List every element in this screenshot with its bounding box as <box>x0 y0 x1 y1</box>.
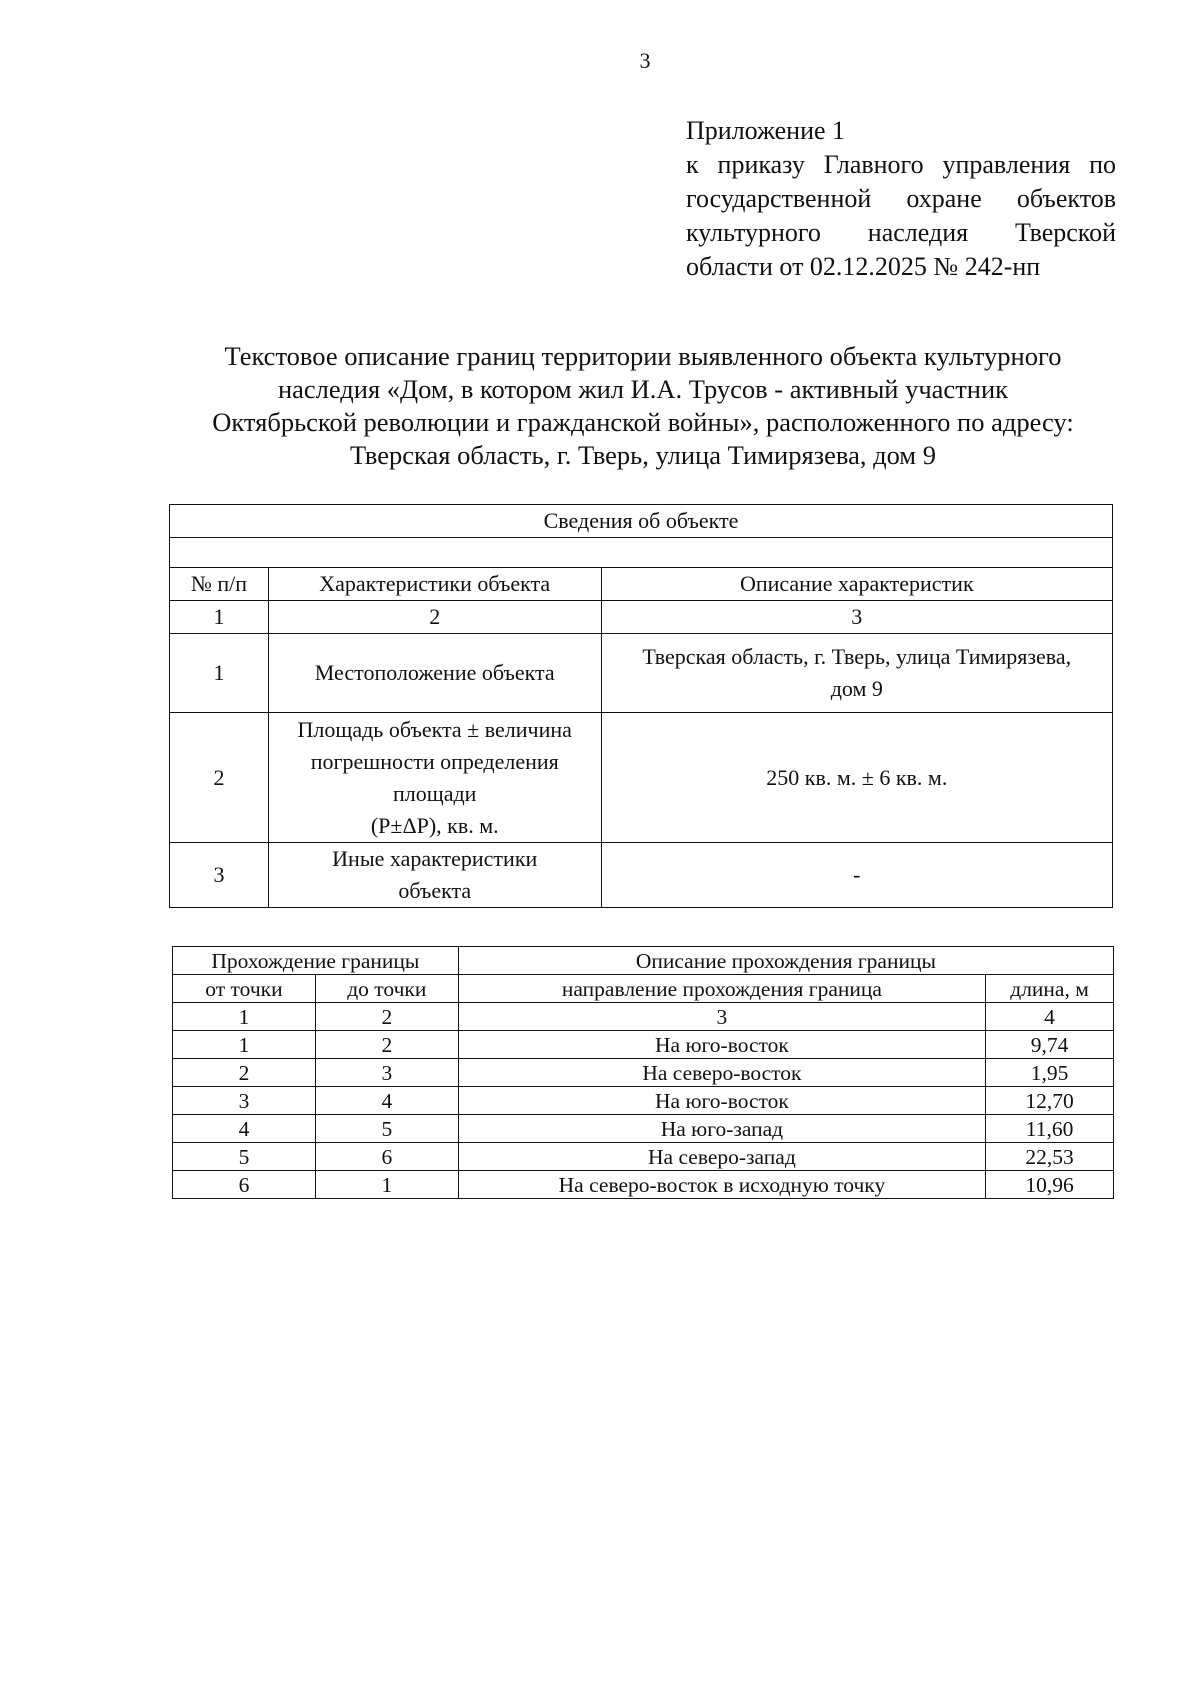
boundary-table <box>172 946 1114 1199</box>
direction: На юго-восток <box>458 1031 985 1059</box>
from-point: 4 <box>173 1115 316 1143</box>
index-cell: 3 <box>458 1003 985 1031</box>
table-caption-row <box>170 505 1113 538</box>
sub-header-cell: до точки <box>315 975 458 1003</box>
from-point: 2 <box>173 1059 316 1087</box>
length: 10,96 <box>986 1171 1114 1199</box>
cell-line: Иные характеристики <box>332 846 538 871</box>
direction: На северо-запад <box>458 1143 985 1171</box>
to-point: 3 <box>315 1059 458 1087</box>
characteristic-name <box>268 843 601 908</box>
header-cell: Описание характеристик <box>601 568 1112 601</box>
table-row <box>170 843 1113 908</box>
characteristic-name <box>268 713 601 843</box>
cell-line: объекта <box>398 878 472 903</box>
title-line: Текстовое описание границ территории выявленного объекта культурного <box>224 341 1062 371</box>
sub-header-row <box>173 975 1114 1003</box>
direction: На юго-запад <box>458 1115 985 1143</box>
cell-line: площади <box>393 780 477 806</box>
index-cell: 1 <box>173 1003 316 1031</box>
appendix-line: к приказу Главного управления по <box>686 150 1116 179</box>
table-row <box>170 634 1113 713</box>
characteristic-description <box>601 713 1112 843</box>
sub-header-cell: от точки <box>173 975 316 1003</box>
table-index-row <box>170 601 1113 634</box>
table-row <box>173 1143 1114 1171</box>
from-point: 5 <box>173 1143 316 1171</box>
appendix-line: культурного наследия Тверской <box>686 218 1116 247</box>
cell-line: дом 9 <box>830 676 883 701</box>
cell-line: Местоположение объекта <box>314 660 555 685</box>
direction: На юго-восток <box>458 1087 985 1115</box>
characteristic-description <box>601 634 1112 713</box>
from-point: 6 <box>173 1171 316 1199</box>
index-row <box>173 1003 1114 1031</box>
length: 11,60 <box>986 1115 1114 1143</box>
cell-line: Площадь объекта ± величина <box>297 716 572 742</box>
characteristic-name <box>268 634 601 713</box>
table-row <box>173 1087 1114 1115</box>
group-header-row <box>173 947 1114 975</box>
cell-line: - <box>853 862 861 887</box>
direction: На северо-восток <box>458 1059 985 1087</box>
length: 12,70 <box>986 1087 1114 1115</box>
table-caption: Сведения об объекте <box>170 505 1113 538</box>
table-row <box>173 1059 1114 1087</box>
cell-line: (Р±ΔР), кв. м. <box>370 812 499 838</box>
sub-header-cell: направление прохождения граница <box>458 975 985 1003</box>
row-number: 2 <box>170 713 269 843</box>
appendix-block <box>686 114 1116 284</box>
index-cell: 4 <box>986 1003 1114 1031</box>
group-header-cell: Прохождение границы <box>173 947 459 975</box>
index-cell: 3 <box>601 601 1112 634</box>
row-number: 3 <box>170 843 269 908</box>
table-empty-row <box>170 538 1113 568</box>
appendix-line: области от 02.12.2025 № 242-нп <box>686 252 1041 281</box>
to-point: 5 <box>315 1115 458 1143</box>
table-row <box>173 1171 1114 1199</box>
header-cell: № п/п <box>170 568 269 601</box>
sub-header-cell: длина, м <box>986 975 1114 1003</box>
index-cell: 2 <box>268 601 601 634</box>
characteristic-description <box>601 843 1112 908</box>
title-line: Октябрьской революции и гражданской войны», расположенного по адресу: <box>212 407 1074 437</box>
direction: На северо-восток в исходную точку <box>458 1171 985 1199</box>
table-row <box>170 713 1113 843</box>
title-line: наследия «Дом, в котором жил И.А. Трусов - активный участник <box>277 374 1009 404</box>
cell-line: Тверская область, г. Тверь, улица Тимирязева, <box>642 644 1072 669</box>
table-row <box>173 1031 1114 1059</box>
appendix-line: государственной охране объектов <box>686 184 1116 213</box>
to-point: 2 <box>315 1031 458 1059</box>
title-line: Тверская область, г. Тверь, улица Тимирязева, дом 9 <box>350 440 936 470</box>
index-cell: 1 <box>170 601 269 634</box>
to-point: 1 <box>315 1171 458 1199</box>
length: 9,74 <box>986 1031 1114 1059</box>
group-header-cell: Описание прохождения границы <box>458 947 1113 975</box>
object-info-table <box>169 504 1113 908</box>
length: 1,95 <box>986 1059 1114 1087</box>
to-point: 6 <box>315 1143 458 1171</box>
empty-cell <box>170 538 1113 568</box>
length: 22,53 <box>986 1143 1114 1171</box>
table-row <box>173 1115 1114 1143</box>
row-number: 1 <box>170 634 269 713</box>
document-title <box>160 340 1126 472</box>
cell-line: 250 кв. м. ± 6 кв. м. <box>766 764 948 790</box>
index-cell: 2 <box>315 1003 458 1031</box>
header-cell: Характеристики объекта <box>268 568 601 601</box>
to-point: 4 <box>315 1087 458 1115</box>
page-number: 3 <box>639 48 651 73</box>
table-header-row <box>170 568 1113 601</box>
from-point: 1 <box>173 1031 316 1059</box>
cell-line: погрешности определения <box>310 748 559 774</box>
from-point: 3 <box>173 1087 316 1115</box>
appendix-line: Приложение 1 <box>686 116 846 145</box>
